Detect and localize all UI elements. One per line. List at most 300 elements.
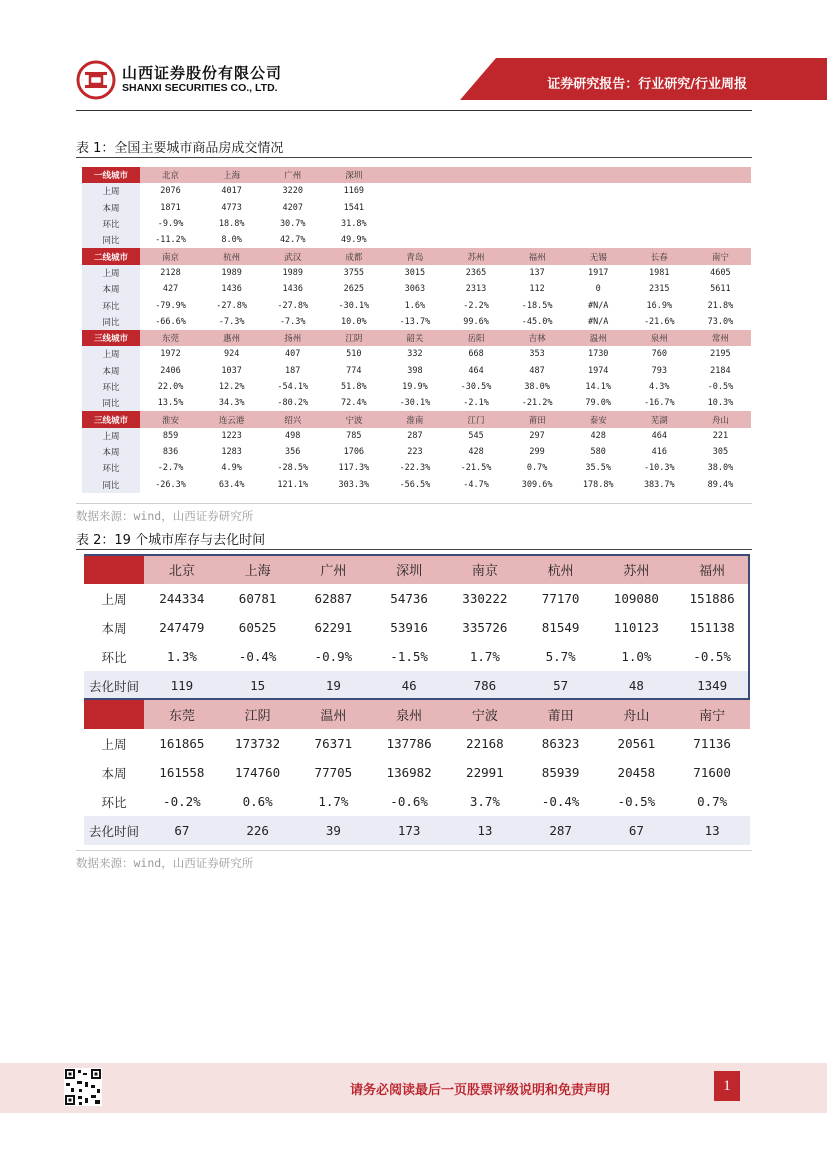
footer-disclaimer: 请务必阅读最后一页股票评级说明和免责声明 [350,1083,611,1098]
cell-value: 1436 [262,281,323,297]
table2-source-divider [76,850,752,851]
city-name: 苏州 [599,555,675,584]
city-name: 东莞 [144,700,220,729]
table1-data-row [82,216,751,232]
cell-value: 173732 [235,736,281,751]
table1-data-row [82,477,751,493]
cell-value: -66.6% [140,314,201,330]
table2-city-row [84,555,750,584]
city-name: 常州 [690,330,751,346]
city-name: 武汉 [262,248,323,264]
cell-value: -7.3% [262,314,323,330]
cell-value: -30.1% [384,395,445,411]
cell-value: 464 [445,363,506,379]
cell-value: -21.5% [445,460,506,476]
cell-value: -0.2% [163,794,201,809]
city-name: 长春 [629,248,690,264]
cell-value: 8.0% [201,232,262,248]
table1-data-row [82,460,751,476]
qr-code-icon [64,1068,102,1106]
city-name: 惠州 [201,330,262,346]
cell-value: 303.3% [323,477,384,493]
cell-value: 223 [384,444,445,460]
cell-value: -18.5% [507,297,568,313]
cell-value [445,183,506,199]
cell-value: 173 [371,816,447,845]
city-name: 芜湖 [629,411,690,427]
company-logo-icon [76,60,116,100]
table2-inventory [84,555,750,845]
row-label: 同比 [82,477,140,493]
city-name: 南宁 [690,248,751,264]
city-name: 绍兴 [262,411,323,427]
cell-value: 0.7% [697,794,728,809]
cell-value: -4.7% [445,477,506,493]
cell-value: 2195 [690,346,751,362]
cell-value: 1037 [201,363,262,379]
table1-data-row [82,297,751,313]
cell-value: 54736 [390,591,428,606]
cell-value [568,216,629,232]
cell-value: -2.7% [140,460,201,476]
cell-value [690,216,751,232]
cell-value: 10.0% [323,314,384,330]
cell-value: 1283 [201,444,262,460]
cell-value: 428 [568,428,629,444]
cell-value: 161865 [159,736,205,751]
row-label: 环比 [101,794,127,810]
cell-value: 71600 [693,765,731,780]
cell-value: 580 [568,444,629,460]
city-name: 无锡 [568,248,629,264]
company-name-cn: 山西证券股份有限公司 [122,64,283,82]
city-name: 青岛 [384,248,445,264]
table1-source: 数据来源：wind，山西证券研究所 [76,509,254,523]
cell-value: 48 [599,671,675,700]
cell-value: 427 [140,281,201,297]
cell-value: 38.0% [690,460,751,476]
table2-caption: 表 2：19 个城市库存与去化时间 [76,533,266,548]
table1-data-row [82,281,751,297]
cell-value: 2625 [323,281,384,297]
cell-value: 62887 [314,591,353,606]
cell-value: 119 [144,671,220,700]
table1-city-row [82,248,751,264]
city-name [690,167,751,183]
cell-value: 19 [296,671,372,700]
table1-data-row [82,314,751,330]
cell-value: -13.7% [384,314,445,330]
cell-value: -0.9% [314,649,353,664]
cell-value: 859 [140,428,201,444]
cell-value: 774 [323,363,384,379]
cell-value: 60781 [238,591,277,606]
cell-value: 1541 [323,200,384,216]
table2-data-row [84,671,750,700]
cell-value: 13 [674,816,750,845]
cell-value: 57 [523,671,599,700]
row-label: 去化时间 [84,816,144,845]
cell-value: 22168 [466,736,504,751]
table2-caption-divider [76,549,752,550]
cell-value: 99.6% [445,314,506,330]
cell-value: -11.2% [140,232,201,248]
cell-value: 63.4% [201,477,262,493]
cell-value [507,183,568,199]
cell-value: 137786 [386,736,432,751]
city-name: 北京 [140,167,201,183]
city-name: 深圳 [371,555,447,584]
cell-value: 2128 [140,265,201,281]
table1-data-row [82,200,751,216]
cell-value: 31.8% [323,216,384,232]
city-name: 南宁 [674,700,750,729]
table1-caption-divider [76,157,752,158]
cell-value: 416 [629,444,690,460]
cell-value: 793 [629,363,690,379]
cell-value: 398 [384,363,445,379]
cell-value: 51.8% [323,379,384,395]
cell-value: 71136 [693,736,731,751]
cell-value: 335726 [462,620,508,635]
cell-value [568,200,629,216]
cell-value: 3220 [262,183,323,199]
cell-value [445,232,506,248]
cell-value: 428 [445,444,506,460]
cell-value: 4017 [201,183,262,199]
row-label: 同比 [82,395,140,411]
cell-value: 1223 [201,428,262,444]
cell-value: 4773 [201,200,262,216]
city-name: 淮南 [384,411,445,427]
cell-value: -9.9% [140,216,201,232]
tier-label: 三线城市 [82,411,140,427]
cell-value: -7.3% [201,314,262,330]
cell-value: 110123 [613,620,659,635]
cell-value: 0 [568,281,629,297]
city-name: 扬州 [262,330,323,346]
corner-cell [84,555,144,584]
table1-data-row [82,363,751,379]
cell-value [568,183,629,199]
cell-value: 77170 [541,591,580,606]
cell-value: 297 [507,428,568,444]
cell-value: 49.9% [323,232,384,248]
row-label: 本周 [101,620,127,636]
cell-value: 1981 [629,265,690,281]
row-label: 环比 [82,216,140,232]
page-number: 1 [714,1071,740,1101]
row-label: 环比 [82,297,140,313]
header-band [0,0,827,112]
cell-value: 383.7% [629,477,690,493]
table1-data-row [82,444,751,460]
city-name: 江门 [445,411,506,427]
cell-value: -0.5% [693,649,731,664]
cell-value: 2076 [140,183,201,199]
tier-label: 二线城市 [82,248,140,264]
cell-value: 174760 [235,765,281,780]
city-name: 福州 [674,555,750,584]
cell-value: 1706 [323,444,384,460]
header-divider [76,110,752,111]
table2-top-rule [84,554,750,556]
table1-data-row [82,183,751,199]
row-label: 本周 [82,363,140,379]
table1-source-divider [76,503,752,504]
table1-city-row [82,167,751,183]
row-label: 环比 [82,460,140,476]
cell-value: 1436 [201,281,262,297]
cell-value: 20458 [617,765,656,780]
cell-value [384,216,445,232]
cell-value: 89.4% [690,477,751,493]
cell-value: 498 [262,428,323,444]
cell-value: 13.5% [140,395,201,411]
cell-value: 5.7% [545,649,576,664]
cell-value: 1.7% [469,649,500,664]
city-name: 岳阳 [445,330,506,346]
cell-value: -26.3% [140,477,201,493]
cell-value: 67 [144,816,220,845]
city-name: 成都 [323,248,384,264]
city-name [384,167,445,183]
cell-value: 2365 [445,265,506,281]
city-name: 温州 [296,700,372,729]
cell-value: 2313 [445,281,506,297]
cell-value: 510 [323,346,384,362]
cell-value: 3063 [384,281,445,297]
table2-right-rule [748,554,750,700]
cell-value: 109080 [613,591,659,606]
cell-value: 356 [262,444,323,460]
cell-value: 0.7% [507,460,568,476]
cell-value: -30.1% [323,297,384,313]
table2-data-row [84,729,750,758]
cell-value: 287 [523,816,599,845]
table2-data-row [84,584,750,613]
cell-value: 77705 [314,765,353,780]
cell-value: -79.9% [140,297,201,313]
city-name: 温州 [568,330,629,346]
cell-value: 407 [262,346,323,362]
city-name: 上海 [201,167,262,183]
table1-city-row [82,330,751,346]
cell-value: 14.1% [568,379,629,395]
city-name: 泉州 [371,700,447,729]
city-name: 莆田 [507,411,568,427]
cell-value: 137 [507,265,568,281]
page-header [0,0,827,112]
row-label: 上周 [82,346,140,362]
cell-value: 60525 [238,620,277,635]
cell-value [690,183,751,199]
city-name [568,167,629,183]
city-name: 江阴 [220,700,296,729]
cell-value: -0.5% [617,794,656,809]
cell-value: 332 [384,346,445,362]
cell-value: 2315 [629,281,690,297]
cell-value: 244334 [159,591,205,606]
cell-value: #N/A [568,297,629,313]
cell-value: -2.2% [445,297,506,313]
row-label: 去化时间 [84,671,144,700]
table1-data-row [82,395,751,411]
table2-data-row [84,787,750,816]
cell-value: 46 [371,671,447,700]
tier-label: 三线城市 [82,330,140,346]
cell-value: 247479 [159,620,205,635]
row-label: 上周 [101,736,127,752]
cell-value: 221 [690,428,751,444]
city-name: 杭州 [201,248,262,264]
cell-value: 1730 [568,346,629,362]
table1-city-row [82,411,751,427]
report-type: 证券研究报告：行业研究/行业周报 [547,77,747,92]
cell-value: 1989 [201,265,262,281]
row-label: 上周 [82,265,140,281]
cell-value: 1917 [568,265,629,281]
cell-value: 330222 [462,591,508,606]
city-name: 南京 [447,555,523,584]
cell-value: 4605 [690,265,751,281]
cell-value [384,200,445,216]
table2-mid-rule [84,698,750,700]
table1-data-row [82,379,751,395]
cell-value: 4207 [262,200,323,216]
cell-value: 178.8% [568,477,629,493]
cell-value: 3.7% [469,794,500,809]
table2-source: 数据来源：wind，山西证券研究所 [76,856,254,870]
cell-value: 3755 [323,265,384,281]
cell-value: 287 [384,428,445,444]
cell-value [690,232,751,248]
city-name: 舟山 [599,700,675,729]
cell-value: 786 [447,671,523,700]
table2-data-row [84,642,750,671]
cell-value: 13 [447,816,523,845]
table1-caption: 表 1：全国主要城市商品房成交情况 [76,141,284,156]
cell-value [384,232,445,248]
cell-value: 1974 [568,363,629,379]
city-name: 淮安 [140,411,201,427]
cell-value: 79.0% [568,395,629,411]
cell-value: 668 [445,346,506,362]
cell-value: 117.3% [323,460,384,476]
cell-value: 1.0% [621,649,652,664]
city-name: 舟山 [690,411,751,427]
corner-cell [84,700,144,729]
cell-value: 22.0% [140,379,201,395]
cell-value: -56.5% [384,477,445,493]
cell-value: -27.8% [262,297,323,313]
table2-data-row [84,816,750,845]
cell-value: -16.7% [629,395,690,411]
cell-value: 1169 [323,183,384,199]
cell-value: -0.4% [541,794,580,809]
cell-value: 1972 [140,346,201,362]
cell-value: 2406 [140,363,201,379]
cell-value [384,183,445,199]
table2-data-row [84,758,750,787]
cell-value: 19.9% [384,379,445,395]
cell-value: 0.6% [242,794,273,809]
city-name: 韶关 [384,330,445,346]
cell-value: 30.7% [262,216,323,232]
cell-value: 353 [507,346,568,362]
cell-value: -0.6% [390,794,428,809]
city-name [629,167,690,183]
cell-value: 12.2% [201,379,262,395]
cell-value: 72.4% [323,395,384,411]
cell-value: -2.1% [445,395,506,411]
city-name: 宁波 [447,700,523,729]
cell-value: 3015 [384,265,445,281]
cell-value: 34.3% [201,395,262,411]
cell-value: 151138 [689,620,735,635]
cell-value [507,232,568,248]
cell-value: -30.5% [445,379,506,395]
cell-value: 305 [690,444,751,460]
city-name: 上海 [220,555,296,584]
company-name-en: SHANXI SECURITIES CO., LTD. [122,82,278,94]
cell-value: 73.0% [690,314,751,330]
cell-value: 76371 [314,736,353,751]
cell-value: 81549 [541,620,580,635]
cell-value: 924 [201,346,262,362]
cell-value: 85939 [541,765,580,780]
cell-value: 487 [507,363,568,379]
cell-value: -0.5% [690,379,751,395]
cell-value [445,216,506,232]
cell-value: 1.3% [166,649,197,664]
table1-data-row [82,346,751,362]
cell-value: 35.5% [568,460,629,476]
city-name: 江阴 [323,330,384,346]
city-name: 泉州 [629,330,690,346]
table1-transactions [82,167,751,493]
table1-data-row [82,428,751,444]
city-name: 东莞 [140,330,201,346]
cell-value: 112 [507,281,568,297]
cell-value: 2184 [690,363,751,379]
cell-value: 10.3% [690,395,751,411]
table1-data-row [82,265,751,281]
city-name: 福州 [507,248,568,264]
city-name: 连云港 [201,411,262,427]
cell-value [629,200,690,216]
cell-value: 299 [507,444,568,460]
cell-value: 464 [629,428,690,444]
cell-value: 42.7% [262,232,323,248]
city-name: 广州 [296,555,372,584]
cell-value: 226 [220,816,296,845]
row-label: 环比 [82,379,140,395]
cell-value: 5611 [690,281,751,297]
cell-value: 18.8% [201,216,262,232]
cell-value: -21.2% [507,395,568,411]
cell-value: -80.2% [262,395,323,411]
city-name: 泰安 [568,411,629,427]
cell-value: 1349 [674,671,750,700]
city-name: 莆田 [523,700,599,729]
cell-value: -45.0% [507,314,568,330]
row-label: 上周 [101,591,127,607]
cell-value: -28.5% [262,460,323,476]
city-name: 深圳 [323,167,384,183]
cell-value: 86323 [541,736,580,751]
city-name: 宁波 [323,411,384,427]
